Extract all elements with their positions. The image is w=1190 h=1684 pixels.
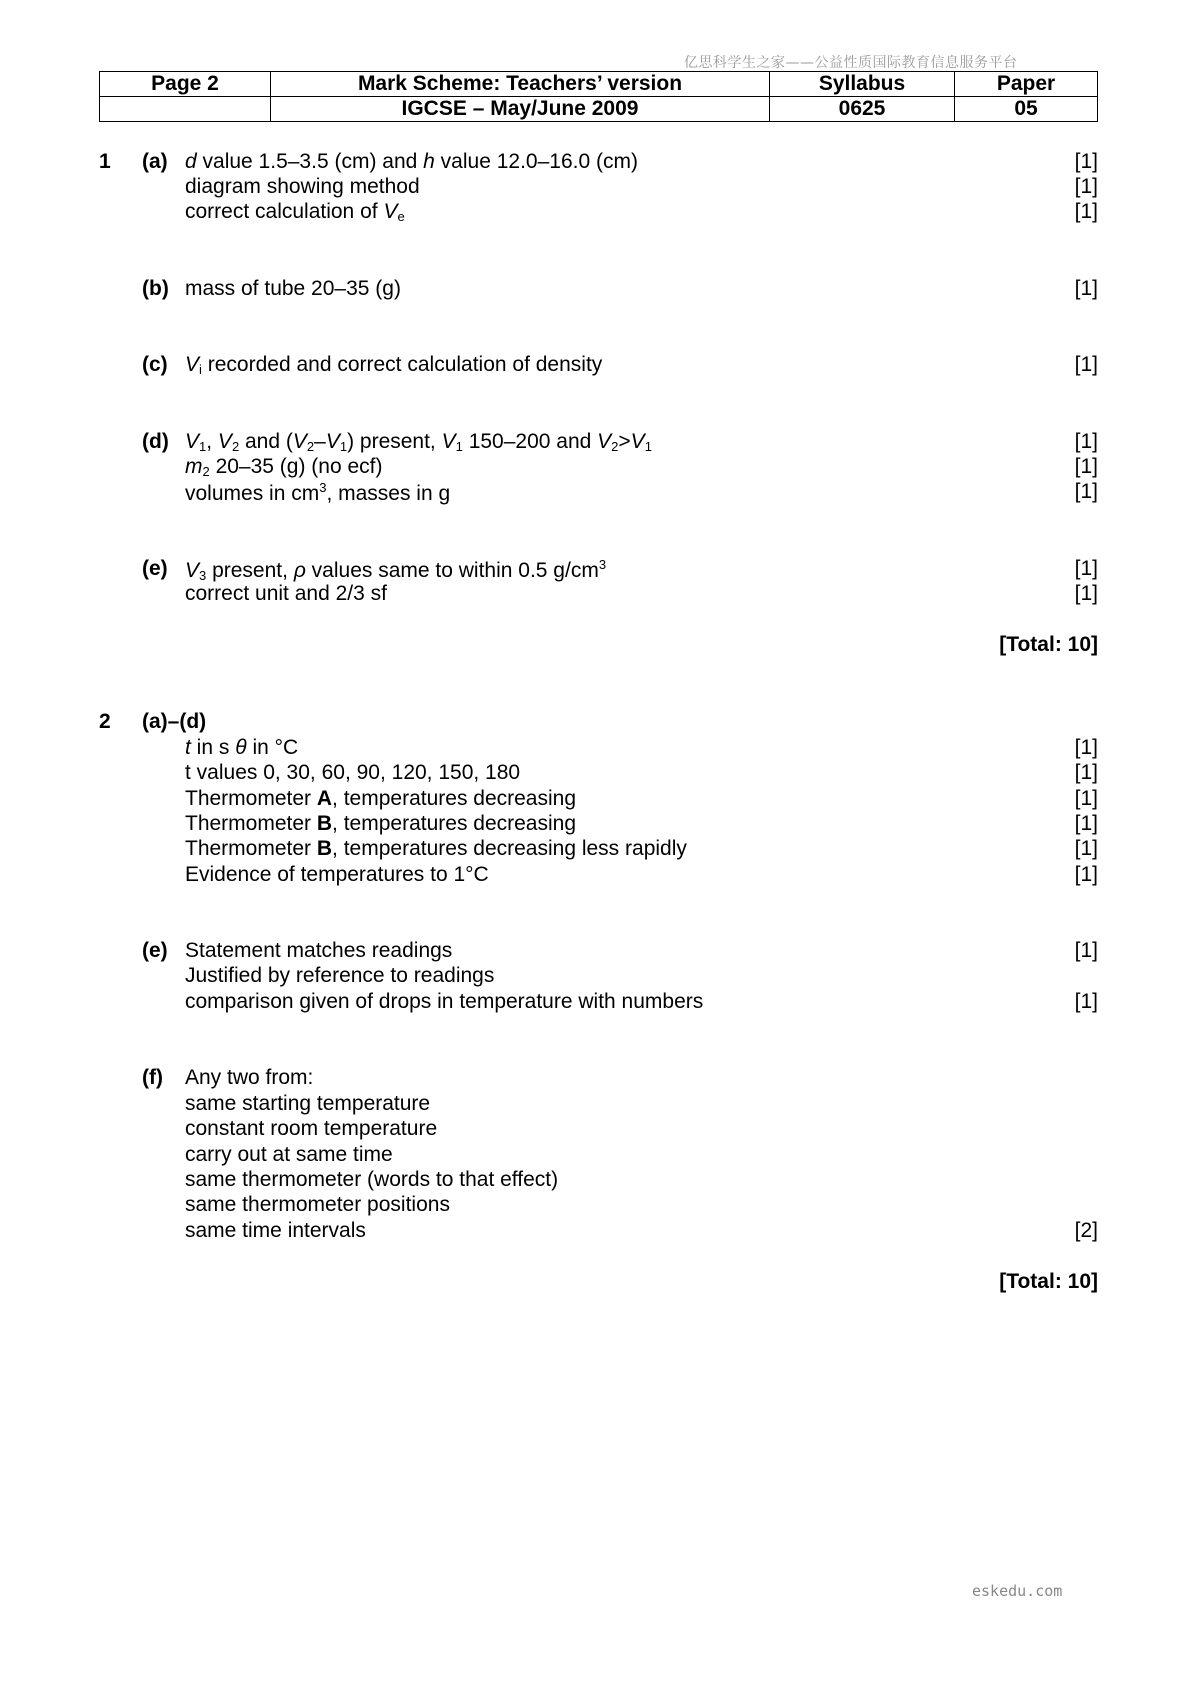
paper-label: Paper <box>955 72 1098 97</box>
header-blank <box>100 97 271 122</box>
part-label: (d) <box>142 430 169 453</box>
mark-value: [1] <box>1074 353 1098 376</box>
part-label: (e) <box>142 557 168 580</box>
mark-line: constant room temperature <box>185 1117 438 1140</box>
mark-line: comparison given of drops in temperature with numbers <box>185 990 704 1013</box>
mark-line: d value 1.5–3.5 (cm) and h value 12.0–16.0 (cm) <box>185 150 638 173</box>
mark-line: t in s θ in °C <box>185 736 299 759</box>
mark-value: [1] <box>1074 200 1098 223</box>
watermark: 亿思科学生之家——公益性质国际教育信息服务平台 <box>684 55 1018 71</box>
mark-line: Thermometer A, temperatures decreasing <box>185 787 577 810</box>
mark-line: carry out at same time <box>185 1143 393 1166</box>
mark-value: [1] <box>1074 277 1098 300</box>
mark-value: [1] <box>1074 939 1098 962</box>
question-number: 1 <box>99 150 111 173</box>
mark-line: $V_3$ present, ρ values same to within 0.5 $g/cm^3$ <box>185 557 607 583</box>
mark-line: same starting temperature <box>185 1092 431 1115</box>
part-label: (f) <box>142 1066 163 1089</box>
mark-line: Statement matches readings <box>185 939 453 962</box>
syllabus-label: Syllabus <box>770 72 955 97</box>
part-label: (a)–(d) <box>142 710 207 733</box>
mark-line: volumes in $cm^3$, masses in g <box>185 480 451 505</box>
syllabus-code: 0625 <box>770 97 955 122</box>
mark-value: [1] <box>1074 150 1098 173</box>
mark-line: $V_i$ recorded and correct calculation of density <box>185 353 603 377</box>
mark-line: mass of tube 20–35 (g) <box>185 277 401 300</box>
mark-value: [1] <box>1074 787 1098 810</box>
mark-value: [1] <box>1074 990 1098 1013</box>
mark-value: [1] <box>1074 863 1098 886</box>
mark-value: [1] <box>1074 557 1098 580</box>
exam-session: IGCSE – May/June 2009 <box>271 97 770 122</box>
part-label: (a) <box>142 150 168 173</box>
mark-value: [1] <box>1074 430 1098 453</box>
mark-value: [1] <box>1074 736 1098 759</box>
mark-line: same thermometer (words to that effect) <box>185 1168 559 1191</box>
mark-line: Thermometer B, temperatures decreasing <box>185 812 577 835</box>
mark-line: Justified by reference to readings <box>185 964 495 987</box>
mark-line: $m_2$ 20–35 (g) (no ecf) <box>185 455 383 479</box>
part-label: (b) <box>142 277 169 300</box>
header-table <box>99 71 1098 122</box>
mark-line: $V_1$, $V_2$ and $(V_2-V_1)$ present, $V_1$ 150–200 and $V_2>V_1$ <box>185 430 652 454</box>
mark-line: diagram showing method <box>185 175 420 198</box>
mark-value: [1] <box>1074 582 1098 605</box>
mark-value: [1] <box>1074 455 1098 478</box>
mark-line: t values 0, 30, 60, 90, 120, 150, 180 <box>185 761 521 784</box>
page-number: Page 2 <box>100 72 271 97</box>
mark-line: same time intervals <box>185 1219 366 1242</box>
mark-line: Evidence of temperatures to 1°C <box>185 863 489 886</box>
mark-value: [1] <box>1074 837 1098 860</box>
total-marks: [Total: 10] <box>999 633 1098 656</box>
part-label: (e) <box>142 939 168 962</box>
part-label: (c) <box>142 353 168 376</box>
mark-line: same thermometer positions <box>185 1193 450 1216</box>
doc-title: Mark Scheme: Teachers’ version <box>271 72 770 97</box>
mark-value: [1] <box>1074 480 1098 503</box>
mark-value: [1] <box>1074 761 1098 784</box>
paper-number: 05 <box>955 97 1098 122</box>
mark-line: Thermometer B, temperatures decreasing less rapidly <box>185 837 687 860</box>
mark-value: [1] <box>1074 175 1098 198</box>
total-marks: [Total: 10] <box>999 1270 1098 1293</box>
question-number: 2 <box>99 710 111 733</box>
footer-watermark: eskedu.com <box>972 1582 1063 1600</box>
mark-value: [1] <box>1074 812 1098 835</box>
mark-value: [2] <box>1074 1219 1098 1242</box>
mark-line: correct unit and 2/3 sf <box>185 582 387 605</box>
mark-line: correct calculation of $V_e$ <box>185 200 405 224</box>
mark-line: Any two from: <box>185 1066 314 1089</box>
